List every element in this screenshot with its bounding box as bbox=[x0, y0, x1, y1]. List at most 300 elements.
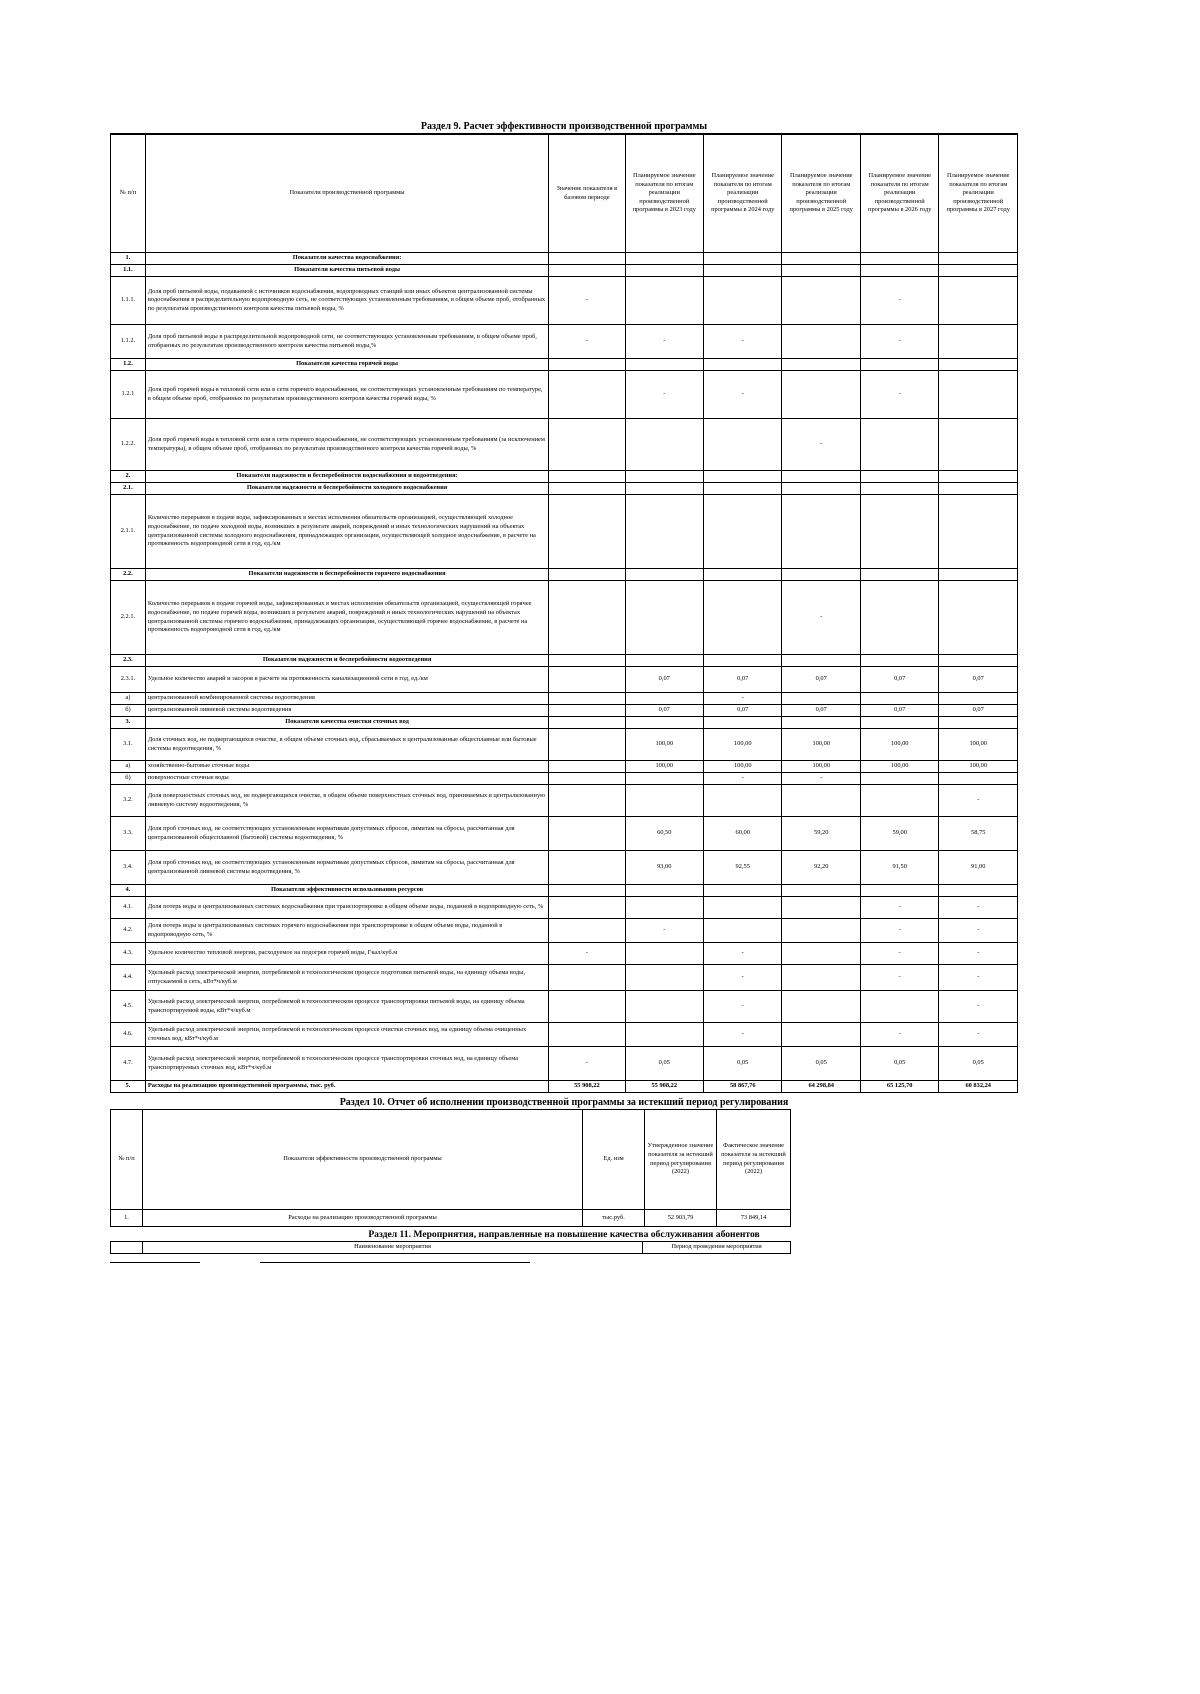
row-value bbox=[625, 943, 703, 965]
row-value: 59,00 bbox=[860, 817, 938, 851]
row-value bbox=[549, 419, 625, 471]
row-value bbox=[704, 253, 782, 265]
row-value bbox=[625, 1023, 703, 1047]
row-value: - bbox=[549, 277, 625, 325]
row-value: 100,00 bbox=[939, 761, 1018, 773]
row-value bbox=[860, 785, 938, 817]
row-value bbox=[860, 581, 938, 655]
row-value bbox=[704, 265, 782, 277]
row-value: - bbox=[939, 991, 1018, 1023]
row-value: 0,07 bbox=[625, 667, 703, 693]
table-row bbox=[111, 693, 1018, 705]
table-row bbox=[111, 495, 1018, 569]
row-number: 1.1. bbox=[111, 265, 146, 277]
s10-col-name: Показатели эффективности производственной программы bbox=[143, 1110, 583, 1210]
table-row bbox=[111, 919, 1018, 943]
table-row bbox=[111, 897, 1018, 919]
row-value bbox=[625, 359, 703, 371]
table-row bbox=[111, 655, 1018, 667]
row-indicator-name: Удельный расход электрической энергии, потребляемой в технологическом процессе транспортировки сточных вод, на единицу объема транспортируемых сточных вод, кВт*ч/куб.м bbox=[145, 1047, 548, 1081]
row-value: - bbox=[704, 991, 782, 1023]
table-row bbox=[111, 885, 1018, 897]
row-value bbox=[782, 655, 860, 667]
table-row bbox=[111, 943, 1018, 965]
section10-title: Раздел 10. Отчет об исполнении производственной программы за истекший период регулирования bbox=[339, 1097, 789, 1108]
row-value bbox=[704, 419, 782, 471]
row-value bbox=[939, 693, 1018, 705]
row-value: 59,20 bbox=[782, 817, 860, 851]
row-value bbox=[939, 277, 1018, 325]
row-value bbox=[704, 581, 782, 655]
row-value: 0,07 bbox=[625, 705, 703, 717]
divider bbox=[260, 1262, 530, 1263]
row-number: 4.2. bbox=[111, 919, 146, 943]
row-indicator-name: хозяйственно-бытовые сточные воды bbox=[145, 761, 548, 773]
row-value bbox=[704, 897, 782, 919]
row-value: 0,07 bbox=[860, 667, 938, 693]
row-value bbox=[625, 693, 703, 705]
s10-row-unit: тыс.руб. bbox=[583, 1210, 645, 1227]
row-value: - bbox=[939, 897, 1018, 919]
row-value bbox=[549, 991, 625, 1023]
row-value bbox=[549, 495, 625, 569]
row-value: - bbox=[704, 325, 782, 359]
table-row bbox=[111, 359, 1018, 371]
col-2023: Планируемое значение показателя по итогам реализации производственной программы в 2023 году bbox=[625, 135, 703, 253]
row-value bbox=[782, 359, 860, 371]
row-value bbox=[782, 991, 860, 1023]
row-value: - bbox=[549, 943, 625, 965]
row-value: - bbox=[939, 965, 1018, 991]
row-value bbox=[860, 359, 938, 371]
row-value bbox=[939, 371, 1018, 419]
row-value: - bbox=[625, 325, 703, 359]
row-value: - bbox=[625, 371, 703, 419]
row-indicator-name: Показатели надежности и бесперебойности водоснабжения и водоотведения: bbox=[145, 471, 548, 483]
row-value bbox=[782, 885, 860, 897]
row-indicator-name: Доля проб горячей воды в тепловой сети или в сети горячего водоснабжения, не соответствующих установленным требованиям по температуре, в общем объеме проб, отобранных по результатам производственного контроля качества горячей воды, % bbox=[145, 371, 548, 419]
table-row bbox=[111, 817, 1018, 851]
table-row bbox=[111, 785, 1018, 817]
row-value bbox=[939, 359, 1018, 371]
row-value bbox=[549, 655, 625, 667]
table-row bbox=[111, 729, 1018, 761]
row-value: 58,75 bbox=[939, 817, 1018, 851]
row-value: 55 908,22 bbox=[549, 1081, 625, 1093]
row-value bbox=[782, 785, 860, 817]
col-num: № п/п bbox=[111, 135, 146, 253]
row-value bbox=[860, 419, 938, 471]
row-value: 91,00 bbox=[939, 851, 1018, 885]
row-value bbox=[625, 495, 703, 569]
row-indicator-name: Удельное количество тепловой энергии, расходуемое на подогрев горячей воды, Гкал/куб.м bbox=[145, 943, 548, 965]
row-value bbox=[549, 581, 625, 655]
row-value: 58 867,76 bbox=[704, 1081, 782, 1093]
row-value: 91,50 bbox=[860, 851, 938, 885]
row-number: 4.1. bbox=[111, 897, 146, 919]
row-number: 3. bbox=[111, 717, 146, 729]
row-number: б) bbox=[111, 773, 146, 785]
row-value bbox=[549, 729, 625, 761]
row-value: - bbox=[860, 965, 938, 991]
row-value bbox=[625, 581, 703, 655]
row-number: 2.3.1. bbox=[111, 667, 146, 693]
row-value: 0,07 bbox=[704, 667, 782, 693]
row-indicator-name: Показатели качества горячей воды bbox=[145, 359, 548, 371]
row-value: 60,50 bbox=[625, 817, 703, 851]
table-row bbox=[111, 717, 1018, 729]
row-value bbox=[939, 471, 1018, 483]
row-value bbox=[782, 717, 860, 729]
table-row bbox=[111, 325, 1018, 359]
table-row bbox=[111, 483, 1018, 495]
row-indicator-name: Доля проб питьевой воды, подаваемой с источников водоснабжения, водопроводных станций или иных объектов централизованной системы водоснабжения в распределительную водопроводную сеть, не соответствующих установленным требованиям, в общем объеме проб, отобранных по результатам производственного контроля качества питьевой воды, % bbox=[145, 277, 548, 325]
row-value: - bbox=[860, 1023, 938, 1047]
row-number: б) bbox=[111, 705, 146, 717]
row-indicator-name: Доля поверхностных сточных вод, не подвергающихся очистке, в общем объеме поверхностных сточных вод, принимаемых в централизованную ливневую систему водоотведения, % bbox=[145, 785, 548, 817]
row-value bbox=[625, 265, 703, 277]
row-value bbox=[860, 265, 938, 277]
row-value: 0,07 bbox=[860, 705, 938, 717]
row-value bbox=[704, 495, 782, 569]
row-value bbox=[782, 325, 860, 359]
table-row bbox=[111, 991, 1018, 1023]
s10-col-unit: Ед. изм bbox=[583, 1110, 645, 1210]
row-value bbox=[782, 265, 860, 277]
row-value: 92,20 bbox=[782, 851, 860, 885]
row-value: 0,07 bbox=[939, 705, 1018, 717]
row-value bbox=[704, 569, 782, 581]
row-value: 0,05 bbox=[860, 1047, 938, 1081]
row-value: 0,05 bbox=[782, 1047, 860, 1081]
row-value bbox=[860, 885, 938, 897]
s11-col-name: Наименование мероприятия bbox=[143, 1242, 643, 1254]
row-value: - bbox=[704, 943, 782, 965]
row-value bbox=[860, 495, 938, 569]
row-value bbox=[860, 483, 938, 495]
row-indicator-name: централизованной комбинированной системы водоотведения bbox=[145, 693, 548, 705]
row-value bbox=[625, 897, 703, 919]
table-row bbox=[111, 965, 1018, 991]
col-base: Значение показателя в базовом периоде bbox=[549, 135, 625, 253]
row-value: 0,05 bbox=[939, 1047, 1018, 1081]
row-indicator-name: Доля сточных вод, не подвергающихся очистке, в общем объеме сточных вод, сбрасываемых в централизованные общесплавные или бытовые системы водоотведения, % bbox=[145, 729, 548, 761]
table-row bbox=[111, 1023, 1018, 1047]
table-row bbox=[111, 1081, 1018, 1093]
row-value bbox=[549, 851, 625, 885]
row-value bbox=[625, 471, 703, 483]
row-value bbox=[939, 495, 1018, 569]
col-2026: Планируемое значение показателя по итогам реализации производственной программы в 2026 году bbox=[860, 135, 938, 253]
row-value: 100,00 bbox=[704, 761, 782, 773]
row-number: 2. bbox=[111, 471, 146, 483]
row-number: а) bbox=[111, 761, 146, 773]
row-value: - bbox=[625, 919, 703, 943]
row-value bbox=[625, 655, 703, 667]
row-value bbox=[782, 919, 860, 943]
row-value: - bbox=[704, 693, 782, 705]
row-value bbox=[549, 885, 625, 897]
row-value bbox=[782, 965, 860, 991]
row-value bbox=[549, 705, 625, 717]
row-value: - bbox=[860, 919, 938, 943]
row-indicator-name: Расходы на реализацию производственной программы, тыс. руб. bbox=[145, 1081, 548, 1093]
s10-row-num: 1. bbox=[111, 1210, 143, 1227]
table-row bbox=[111, 277, 1018, 325]
row-indicator-name: поверхностные сточные воды bbox=[145, 773, 548, 785]
row-indicator-name: Доля проб сточных вод, не соответствующих установленным нормативам допустимых сбросов, лимитам на сбросы, рассчитанная для централизованной ливневой системы водоотведения, % bbox=[145, 851, 548, 885]
row-number: 4. bbox=[111, 885, 146, 897]
row-value: - bbox=[704, 773, 782, 785]
row-value bbox=[939, 419, 1018, 471]
row-number: 4.5. bbox=[111, 991, 146, 1023]
row-value: 0,05 bbox=[625, 1047, 703, 1081]
row-value bbox=[860, 991, 938, 1023]
section9-body bbox=[111, 253, 1018, 1093]
section9-table bbox=[110, 134, 1018, 1093]
row-value bbox=[549, 253, 625, 265]
row-value bbox=[625, 991, 703, 1023]
row-indicator-name: Доля потерь воды в централизованных системах горячего водоснабжения при транспортировке в общем объеме воды, поданной в водопроводную сеть, % bbox=[145, 919, 548, 943]
row-value bbox=[860, 253, 938, 265]
row-value bbox=[782, 371, 860, 419]
row-number: 3.4. bbox=[111, 851, 146, 885]
row-value: - bbox=[860, 325, 938, 359]
row-value bbox=[549, 265, 625, 277]
row-value bbox=[625, 717, 703, 729]
row-value bbox=[625, 569, 703, 581]
row-indicator-name: Доля проб питьевой воды в распределительной водопроводной сети, не соответствующих установленным требованиям, в общем объеме проб, отобранных по результатам производственного контроля качества питьевой воды,% bbox=[145, 325, 548, 359]
row-value bbox=[549, 471, 625, 483]
table-row bbox=[111, 761, 1018, 773]
row-number: 2.3. bbox=[111, 655, 146, 667]
table-row bbox=[111, 667, 1018, 693]
row-value bbox=[549, 919, 625, 943]
row-value bbox=[625, 965, 703, 991]
row-number: 2.1.1. bbox=[111, 495, 146, 569]
row-indicator-name: Доля проб сточных вод, не соответствующих установленным нормативам допустимых сбросов, лимитам на сбросы, рассчитанная для централизованной общесплавной (бытовой) системы водоотведения, % bbox=[145, 817, 548, 851]
table-row bbox=[111, 1047, 1018, 1081]
table-row bbox=[111, 1210, 791, 1227]
row-value: - bbox=[939, 1023, 1018, 1047]
row-number: 1.2.2. bbox=[111, 419, 146, 471]
table-row bbox=[111, 569, 1018, 581]
row-value bbox=[625, 785, 703, 817]
table-row bbox=[111, 419, 1018, 471]
row-value bbox=[704, 885, 782, 897]
row-value bbox=[860, 471, 938, 483]
row-value: - bbox=[860, 897, 938, 919]
row-value bbox=[549, 1023, 625, 1047]
row-number: 1.2. bbox=[111, 359, 146, 371]
row-value bbox=[860, 655, 938, 667]
row-value bbox=[939, 325, 1018, 359]
row-value: 65 125,70 bbox=[860, 1081, 938, 1093]
row-number: 2.2. bbox=[111, 569, 146, 581]
row-value: 0,05 bbox=[704, 1047, 782, 1081]
row-value bbox=[549, 785, 625, 817]
row-value bbox=[549, 817, 625, 851]
row-value bbox=[704, 471, 782, 483]
row-number: 1.1.2. bbox=[111, 325, 146, 359]
row-value: 60 832,24 bbox=[939, 1081, 1018, 1093]
row-number: 4.3. bbox=[111, 943, 146, 965]
row-value bbox=[939, 655, 1018, 667]
row-indicator-name: Показатели качества очистки сточных вод bbox=[145, 717, 548, 729]
row-number: 1.1.1. bbox=[111, 277, 146, 325]
table-row bbox=[111, 471, 1018, 483]
row-value bbox=[782, 277, 860, 325]
s11-col-num bbox=[111, 1242, 143, 1254]
row-value bbox=[939, 253, 1018, 265]
row-number: 3.1. bbox=[111, 729, 146, 761]
row-number: а) bbox=[111, 693, 146, 705]
row-value: 100,00 bbox=[625, 761, 703, 773]
row-indicator-name: Доля потерь воды в централизованных системах водоснабжения при транспортировке в общем объеме воды, поданной в водопроводную сеть, % bbox=[145, 897, 548, 919]
section10-table bbox=[110, 1109, 791, 1227]
row-indicator-name: Удельный расход электрической энергии, потребляемой в технологическом процессе очистки сточных вод, на единицу объема очищенных сточных вод, кВт*ч/куб.м bbox=[145, 1023, 548, 1047]
row-value: 100,00 bbox=[860, 729, 938, 761]
row-value bbox=[625, 885, 703, 897]
s10-row-name: Расходы на реализацию производственной программы bbox=[143, 1210, 583, 1227]
row-value: 0,07 bbox=[782, 667, 860, 693]
row-value bbox=[939, 569, 1018, 581]
s10-col-approved: Утвержденное значение показателя за истекший период регулирования (2022) bbox=[645, 1110, 717, 1210]
row-value bbox=[782, 253, 860, 265]
row-value: 100,00 bbox=[625, 729, 703, 761]
row-value: - bbox=[782, 773, 860, 785]
section9-title: Раздел 9. Расчет эффективности производственной программы bbox=[110, 120, 1018, 134]
row-value: - bbox=[704, 965, 782, 991]
row-number: 4.6. bbox=[111, 1023, 146, 1047]
row-value bbox=[549, 761, 625, 773]
row-value bbox=[704, 483, 782, 495]
col-2025: Планируемое значение показателя по итогам реализации производственной программы в 2025 году bbox=[782, 135, 860, 253]
row-value bbox=[782, 483, 860, 495]
row-number: 1.2.1 bbox=[111, 371, 146, 419]
row-number: 3.3. bbox=[111, 817, 146, 851]
row-value bbox=[704, 655, 782, 667]
row-value bbox=[939, 581, 1018, 655]
row-value bbox=[782, 1023, 860, 1047]
row-value: 0,07 bbox=[782, 705, 860, 717]
row-value: - bbox=[939, 943, 1018, 965]
row-value bbox=[549, 693, 625, 705]
row-value bbox=[625, 483, 703, 495]
row-value: 0,07 bbox=[704, 705, 782, 717]
row-value: - bbox=[704, 1023, 782, 1047]
row-number: 4.7. bbox=[111, 1047, 146, 1081]
row-value bbox=[704, 277, 782, 325]
row-value: - bbox=[939, 785, 1018, 817]
table-row bbox=[111, 265, 1018, 277]
row-value: - bbox=[782, 419, 860, 471]
s10-col-num: № п/п bbox=[111, 1110, 143, 1210]
row-indicator-name: централизованной ливневой системы водоотведения bbox=[145, 705, 548, 717]
table-row bbox=[111, 851, 1018, 885]
row-value: 100,00 bbox=[782, 761, 860, 773]
row-value: 100,00 bbox=[782, 729, 860, 761]
row-indicator-name: Удельное количество аварий и засоров в расчете на протяженность канализационной сети в год, ед./км bbox=[145, 667, 548, 693]
row-value bbox=[860, 717, 938, 729]
row-value bbox=[782, 943, 860, 965]
row-value bbox=[704, 359, 782, 371]
row-value bbox=[939, 483, 1018, 495]
row-value: - bbox=[939, 919, 1018, 943]
row-value: 100,00 bbox=[860, 761, 938, 773]
row-value bbox=[782, 569, 860, 581]
row-value bbox=[860, 693, 938, 705]
row-value bbox=[782, 471, 860, 483]
row-number: 2.1. bbox=[111, 483, 146, 495]
row-value bbox=[782, 897, 860, 919]
row-value bbox=[782, 693, 860, 705]
row-value bbox=[549, 965, 625, 991]
row-value bbox=[625, 277, 703, 325]
row-indicator-name: Показатели эффективности использования ресурсов bbox=[145, 885, 548, 897]
row-value: 64 298,84 bbox=[782, 1081, 860, 1093]
table-row bbox=[111, 581, 1018, 655]
footer-lines bbox=[110, 1254, 1018, 1284]
s11-col-period: Период проведения мероприятия bbox=[643, 1242, 791, 1254]
row-value: 93,00 bbox=[625, 851, 703, 885]
row-value: 55 908,22 bbox=[625, 1081, 703, 1093]
row-value bbox=[549, 897, 625, 919]
row-indicator-name: Показатели качества питьевой воды bbox=[145, 265, 548, 277]
row-value bbox=[625, 773, 703, 785]
row-value: - bbox=[860, 943, 938, 965]
row-number: 4.4. bbox=[111, 965, 146, 991]
row-value bbox=[704, 717, 782, 729]
row-value bbox=[549, 371, 625, 419]
row-value bbox=[549, 773, 625, 785]
row-number: 2.2.1. bbox=[111, 581, 146, 655]
table-row bbox=[111, 773, 1018, 785]
row-value bbox=[625, 253, 703, 265]
table-row bbox=[111, 705, 1018, 717]
s10-col-actual: Фактическое значение показателя за истекший период регулирования (2022) bbox=[717, 1110, 791, 1210]
row-value bbox=[860, 569, 938, 581]
row-indicator-name: Показатели надежности и бесперебойности холодного водоснабжения bbox=[145, 483, 548, 495]
row-value bbox=[549, 717, 625, 729]
row-indicator-name: Количество перерывов в подаче воды, зафиксированных в местах исполнения обязательств организацией, осуществляющей холодное водоснабжение, по подаче холодной воды, возникших в результате аварий, повреждений и иных технологических нарушений на объектах централизованной системы холодного водоснабжения, принадлежащих организации, осуществляющей холодное водоснабжение, в расчете на протяженность водопроводной сети в год, ед./км bbox=[145, 495, 548, 569]
section11-table bbox=[110, 1241, 791, 1254]
divider bbox=[110, 1262, 200, 1263]
row-value: - bbox=[704, 371, 782, 419]
row-value: - bbox=[549, 1047, 625, 1081]
row-indicator-name: Удельный расход электрической энергии, потребляемой в технологическом процессе подготовки питьевой воды, на единицу объема воды, отпускаемой в сеть, кВт*ч/куб.м bbox=[145, 965, 548, 991]
row-value bbox=[625, 419, 703, 471]
row-indicator-name: Удельный расход электрической энергии, потребляемой в технологическом процессе транспортировки питьевой воды, на единицу объема транспортируемой воды, кВт*ч/куб.м bbox=[145, 991, 548, 1023]
col-2027: Планируемое значение показателя по итогам реализации производственной программы в 2027 году bbox=[939, 135, 1018, 253]
row-indicator-name: Показатели надежности и бесперебойности горячего водоснабжения bbox=[145, 569, 548, 581]
row-indicator-name: Количество перерывов в подаче горячей воды, зафиксированных в местах исполнения обязательств организацией, осуществляющей горячее водоснабжение, по подаче горячей воды, возникших в результате аварий, повреждений и иных технологических нарушений на объектах централизованной системы горячего водоснабжения, принадлежащих организации, осуществляющей горячее водоснабжение, в расчете на протяженность водопроводной сети в год, ед./км bbox=[145, 581, 548, 655]
row-value bbox=[704, 919, 782, 943]
row-number: 3.2. bbox=[111, 785, 146, 817]
row-value: - bbox=[860, 371, 938, 419]
row-value bbox=[549, 667, 625, 693]
s10-row-approved: 52 903,79 bbox=[645, 1210, 717, 1227]
row-value: - bbox=[782, 581, 860, 655]
row-value: - bbox=[549, 325, 625, 359]
row-value bbox=[549, 483, 625, 495]
row-value bbox=[549, 359, 625, 371]
section11-title: Раздел 11. Мероприятия, направленные на повышение качества обслуживания абонентов bbox=[368, 1229, 760, 1240]
row-value bbox=[549, 569, 625, 581]
s10-row-actual: 73 849,14 bbox=[717, 1210, 791, 1227]
row-value bbox=[939, 717, 1018, 729]
row-value: 100,00 bbox=[704, 729, 782, 761]
